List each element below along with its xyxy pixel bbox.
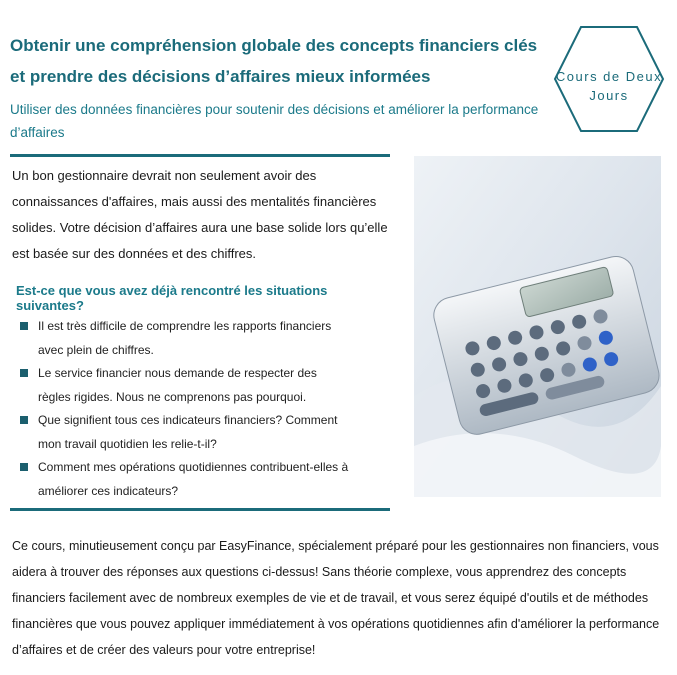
page-title: Obtenir une compréhension globale des concepts financiers clés et prendre des décisions d’affaires mieux informées [10, 36, 538, 86]
list-item: Comment mes opérations quotidiennes contribuent-elles à améliorer ces indicateurs? [20, 456, 350, 503]
situations-list [20, 315, 350, 503]
list-item: Il est très difficile de comprendre les rapports financiers avec plein de chiffres. [20, 315, 350, 362]
square-bullet-icon [20, 369, 28, 377]
course-description: Ce cours, minutieusement conçu par EasyFinance, spécialement préparé pour les gestionnaires non financiers, vous aidera à trouver des réponses aux questions ci-dessus! Sans théorie complexe, vous apprendrez des concepts financiers facilement avec de nombreux exemples de vie et de travail, et vous serez équipé d'outils et de méthodes financières que vous pouvez appliquer immédiatement à vos opérations quotidiennes afin d'améliorer la performance d’affaires et de créer des valeurs pour votre entreprise! [12, 539, 660, 657]
situations-question: Est-ce que vous avez déjà rencontré les situations suivantes? [16, 283, 328, 313]
square-bullet-icon [20, 416, 28, 424]
divider-bottom [10, 508, 390, 511]
course-duration-badge [553, 25, 665, 133]
badge-label: Cours de Deux Jours [555, 69, 663, 103]
list-item: Le service financier nous demande de respecter des règles rigides. Nous ne comprenons pas pourquoi. [20, 362, 350, 409]
divider-top [10, 154, 390, 157]
list-item: Que signifient tous ces indicateurs financiers? Comment mon travail quotidien les relie-t-il? [20, 409, 350, 456]
square-bullet-icon [20, 463, 28, 471]
intro-paragraph: Un bon gestionnaire devrait non seulement avoir des connaissances d'affaires, mais aussi des mentalités financières solides. Votre décision d’affaires aura une base solide lors qu’elle est basée sur des données et des chiffres. [12, 168, 388, 261]
square-bullet-icon [20, 322, 28, 330]
calculator-photo [414, 156, 661, 497]
page-subtitle: Utiliser des données financières pour soutenir des décisions et améliorer la performance d’affaires [10, 102, 539, 140]
